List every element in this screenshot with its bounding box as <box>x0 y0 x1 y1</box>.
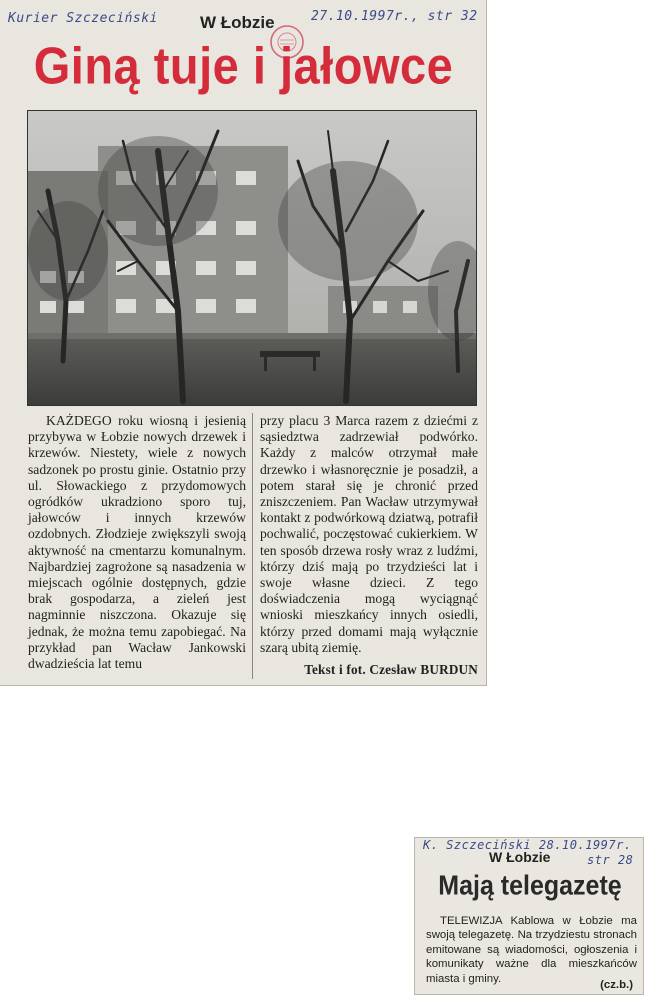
article-photo <box>27 110 477 406</box>
article-byline: Tekst i fot. Czesław BURDUN <box>304 662 478 677</box>
handwritten-source-note: Kurier Szczeciński <box>8 11 158 26</box>
handwritten-date-note: 27.10.1997r., str 32 <box>311 9 478 24</box>
article-signature-2: (cz.b.) <box>600 979 633 991</box>
article-column-right: przy placu 3 Marca razem z dziećmi z sąsiedztwa zadrzewiał podwórko. Każdy z malców otrzymał małe drzewko i własnoręcznie je posadził, a potem starał się je chronić przed zniszczeniem. Pan Wacław utrzymywał kontakt z podwórkową dziatwą, potrafił pochwalić, poczęstować cukierkiem. W ten sposób drzewa rosły wraz z ludźmi, którzy dziś mają po trzydzieści lat i swoje własne dzieci. Z tego doświadczenia mogą wyciągnąć wnioski mieszkańcy innych osiedli, którzy przed domami mają wyłącznie szarą ubitą ziemię. <box>260 413 478 655</box>
article-column-left: KAŻDEGO roku wiosną i jesienią przybywa w Łobzie nowych drzewek i krzewów. Niestety, wiele z nowych sadzonek po prostu ginie. Ostatnio przy ul. Słowackiego z przydomowych ogródków ukradziono sporo tuj, jałowców i innych krzewów ozdobnych. Złodzieje zwiększyli swoją aktywność na cmentarzu komunalnym. Najbardziej zagrożone są nasadzenia w miejscach ogólnie dostępnych, gdzie brak gospodarza, a zieleń jest nagminnie niszczona. Okazuje się jednak, że można temu zapobiegać. Na przykład pan Wacław Jankowski dwadzieścia lat temu <box>28 413 246 672</box>
section-kicker: W Łobzie <box>200 13 275 32</box>
section-kicker-2: W Łobzie <box>489 849 551 865</box>
photo-trees-and-building <box>28 111 477 406</box>
newspaper-clipping-small <box>414 837 644 995</box>
article-headline-2: Mają telegazetę <box>438 870 622 902</box>
column-divider <box>252 413 253 679</box>
handwritten-page-note-2: str 28 <box>587 853 634 867</box>
article-headline: Giną tuje i jałowce <box>33 36 454 95</box>
article-body-2: TELEWIZJA Kablowa w Łobzie ma swoją telegazetę. Na trzydziestu stronach emitowane są wiadomości, ogłoszenia i komunikaty ważne dla mieszkańców miasta i gminy. <box>426 915 637 985</box>
handwritten-source-note-2: K. Szczeciński 28.10.1997r. <box>423 838 632 852</box>
